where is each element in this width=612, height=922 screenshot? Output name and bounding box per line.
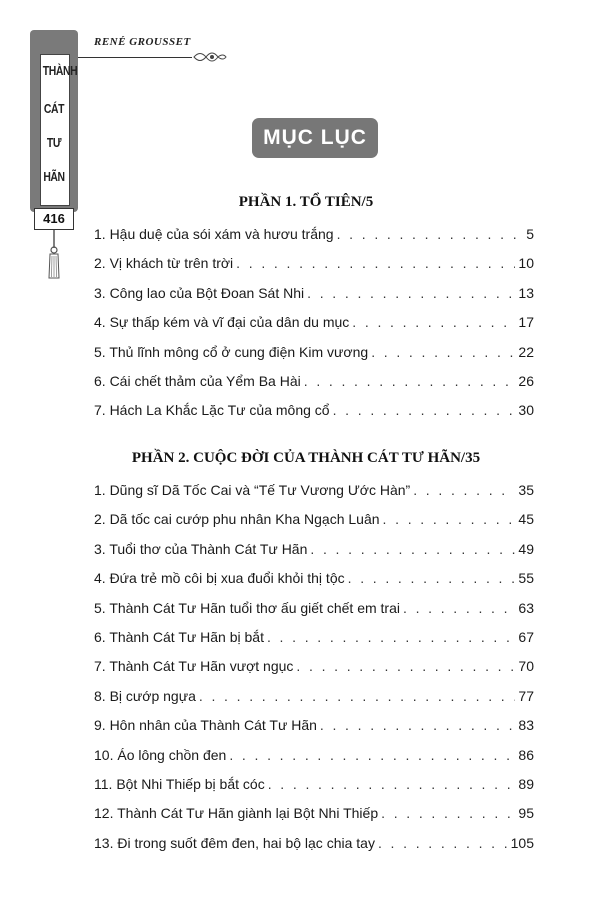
tassel-icon xyxy=(48,230,60,280)
toc-entry-title: 8. Bị cướp ngựa xyxy=(94,687,196,704)
toc-entry-page: 26 xyxy=(518,372,534,389)
toc-entry-page: 89 xyxy=(518,775,534,792)
toc-entry-title: 11. Bột Nhi Thiếp bị bắt cóc xyxy=(94,775,265,792)
banner-word: CÁT xyxy=(43,101,65,116)
toc-entry[interactable] xyxy=(94,775,534,804)
toc-entry-page: 95 xyxy=(518,805,534,822)
page-number: 416 xyxy=(34,208,74,230)
toc-list xyxy=(94,225,534,431)
toc-entry-title: 1. Dũng sĩ Dã Tốc Cai và “Tế Tư Vương Ước Hàn” xyxy=(94,482,411,498)
toc-entry-title: 9. Hôn nhân của Thành Cát Tư Hãn xyxy=(94,717,317,734)
toc-entry-title: 6. Cái chết thảm của Yểm Ba Hài xyxy=(94,372,301,389)
leader-dots xyxy=(352,313,515,331)
toc-entry[interactable] xyxy=(94,313,534,342)
toc-entry[interactable] xyxy=(94,746,534,775)
toc-entry-title: 3. Công lao của Bột Đoan Sát Nhi xyxy=(94,284,305,301)
running-header-author: RENÉ GROUSSET xyxy=(94,36,191,48)
ornament-icon xyxy=(192,48,228,66)
toc-entry-page: 86 xyxy=(518,746,534,763)
toc-entry[interactable] xyxy=(94,804,534,833)
leader-dots xyxy=(371,343,515,361)
toc-entry-title: 2. Dã tốc cai cướp phu nhân Kha Ngạch Luân xyxy=(94,511,380,528)
toc-entry-title: 2. Vị khách từ trên trời xyxy=(94,255,234,272)
toc-entry-page: 45 xyxy=(518,511,534,528)
toc-entry-title: 3. Tuổi thơ của Thành Cát Tư Hãn xyxy=(94,540,308,557)
toc-entry-page: 13 xyxy=(518,284,534,301)
toc-entry[interactable] xyxy=(94,657,534,686)
toc-entry[interactable] xyxy=(94,481,534,510)
toc-entry[interactable] xyxy=(94,540,534,569)
banner-word: THÀNH xyxy=(42,63,78,78)
leader-dots xyxy=(199,687,516,705)
leader-dots xyxy=(267,628,515,646)
toc-entry-title: 1. Hậu duệ của sói xám và hươu trắng xyxy=(94,226,334,242)
leader-dots xyxy=(229,746,515,764)
leader-dots xyxy=(403,599,515,617)
leader-dots xyxy=(310,540,515,558)
leader-dots xyxy=(413,481,515,499)
banner-word: TƯ xyxy=(46,135,62,150)
toc-entry-title: 4. Đứa trẻ mồ côi bị xua đuổi khỏi thị tộc xyxy=(94,570,345,587)
toc-entry-title: 7. Thành Cát Tư Hãn vượt ngục xyxy=(94,658,294,675)
section-heading: PHẦN 1. TỔ TIÊN/5 xyxy=(238,194,374,210)
toc-entry-title: 10. Áo lông chồn đen xyxy=(94,746,227,763)
toc-entry[interactable] xyxy=(94,510,534,539)
toc-entry-page: 70 xyxy=(518,658,534,675)
toc-entry-title: 13. Đi trong suốt đêm đen, hai bộ lạc chia tay xyxy=(94,834,375,851)
toc-entry[interactable] xyxy=(94,284,534,313)
toc-entry[interactable] xyxy=(94,628,534,657)
toc-entry-page: 55 xyxy=(518,570,534,587)
toc-entry-page: 49 xyxy=(518,540,534,557)
leader-dots xyxy=(236,254,515,272)
leader-dots xyxy=(383,510,516,528)
toc-entry-page: 10 xyxy=(518,255,534,272)
leader-dots xyxy=(307,284,515,302)
toc-entry-title: 12. Thành Cát Tư Hãn giành lại Bột Nhi Thiếp xyxy=(94,805,379,822)
toc-entry-page: 17 xyxy=(518,314,534,331)
toc-entry[interactable] xyxy=(94,254,534,283)
toc-entry[interactable] xyxy=(94,834,534,863)
toc-entry-title: 7. Hách La Khắc Lặc Tư của mông cổ xyxy=(94,402,330,419)
leader-dots xyxy=(337,225,524,243)
toc-entry[interactable] xyxy=(94,343,534,372)
banner-word: HÃN xyxy=(43,169,65,184)
toc-entry[interactable] xyxy=(94,372,534,401)
toc-entry-page: 77 xyxy=(518,687,534,704)
leader-dots xyxy=(381,804,515,822)
toc-entry[interactable] xyxy=(94,225,534,254)
toc-list xyxy=(94,481,534,863)
toc-entry-page: 83 xyxy=(518,717,534,734)
toc-entry-page: 63 xyxy=(518,599,534,616)
page-title: MỤC LỤC xyxy=(252,118,378,158)
toc-entry[interactable] xyxy=(94,687,534,716)
leader-dots xyxy=(378,834,508,852)
toc-entry-page: 35 xyxy=(518,482,534,498)
toc-entry-page: 5 xyxy=(526,226,534,242)
leader-dots xyxy=(333,401,516,419)
header-rule xyxy=(78,57,192,58)
toc-entry-title: 5. Thủ lĩnh mông cổ ở cung điện Kim vương xyxy=(94,343,369,360)
toc-entry[interactable] xyxy=(94,401,534,430)
toc-entry[interactable] xyxy=(94,716,534,745)
toc-entry-page: 105 xyxy=(510,834,534,851)
leader-dots xyxy=(320,716,516,734)
toc-entry-page: 22 xyxy=(518,343,534,360)
toc-entry-title: 5. Thành Cát Tư Hãn tuổi thơ ấu giết chết em trai xyxy=(94,599,400,616)
leader-dots xyxy=(296,657,515,675)
leader-dots xyxy=(268,775,516,793)
leader-dots xyxy=(348,569,516,587)
toc-entry-page: 30 xyxy=(518,402,534,419)
toc-entry-title: 4. Sự thấp kém và vĩ đại của dân du mục xyxy=(94,314,350,331)
leader-dots xyxy=(304,372,516,390)
toc-entry[interactable] xyxy=(94,569,534,598)
toc-entry-page: 67 xyxy=(518,628,534,645)
section-heading: PHẦN 2. CUỘC ĐỜI CỦA THÀNH CÁT TƯ HÃN/35 xyxy=(131,450,481,466)
toc-entry-title: 6. Thành Cát Tư Hãn bị bắt xyxy=(94,628,264,645)
toc-entry[interactable] xyxy=(94,599,534,628)
